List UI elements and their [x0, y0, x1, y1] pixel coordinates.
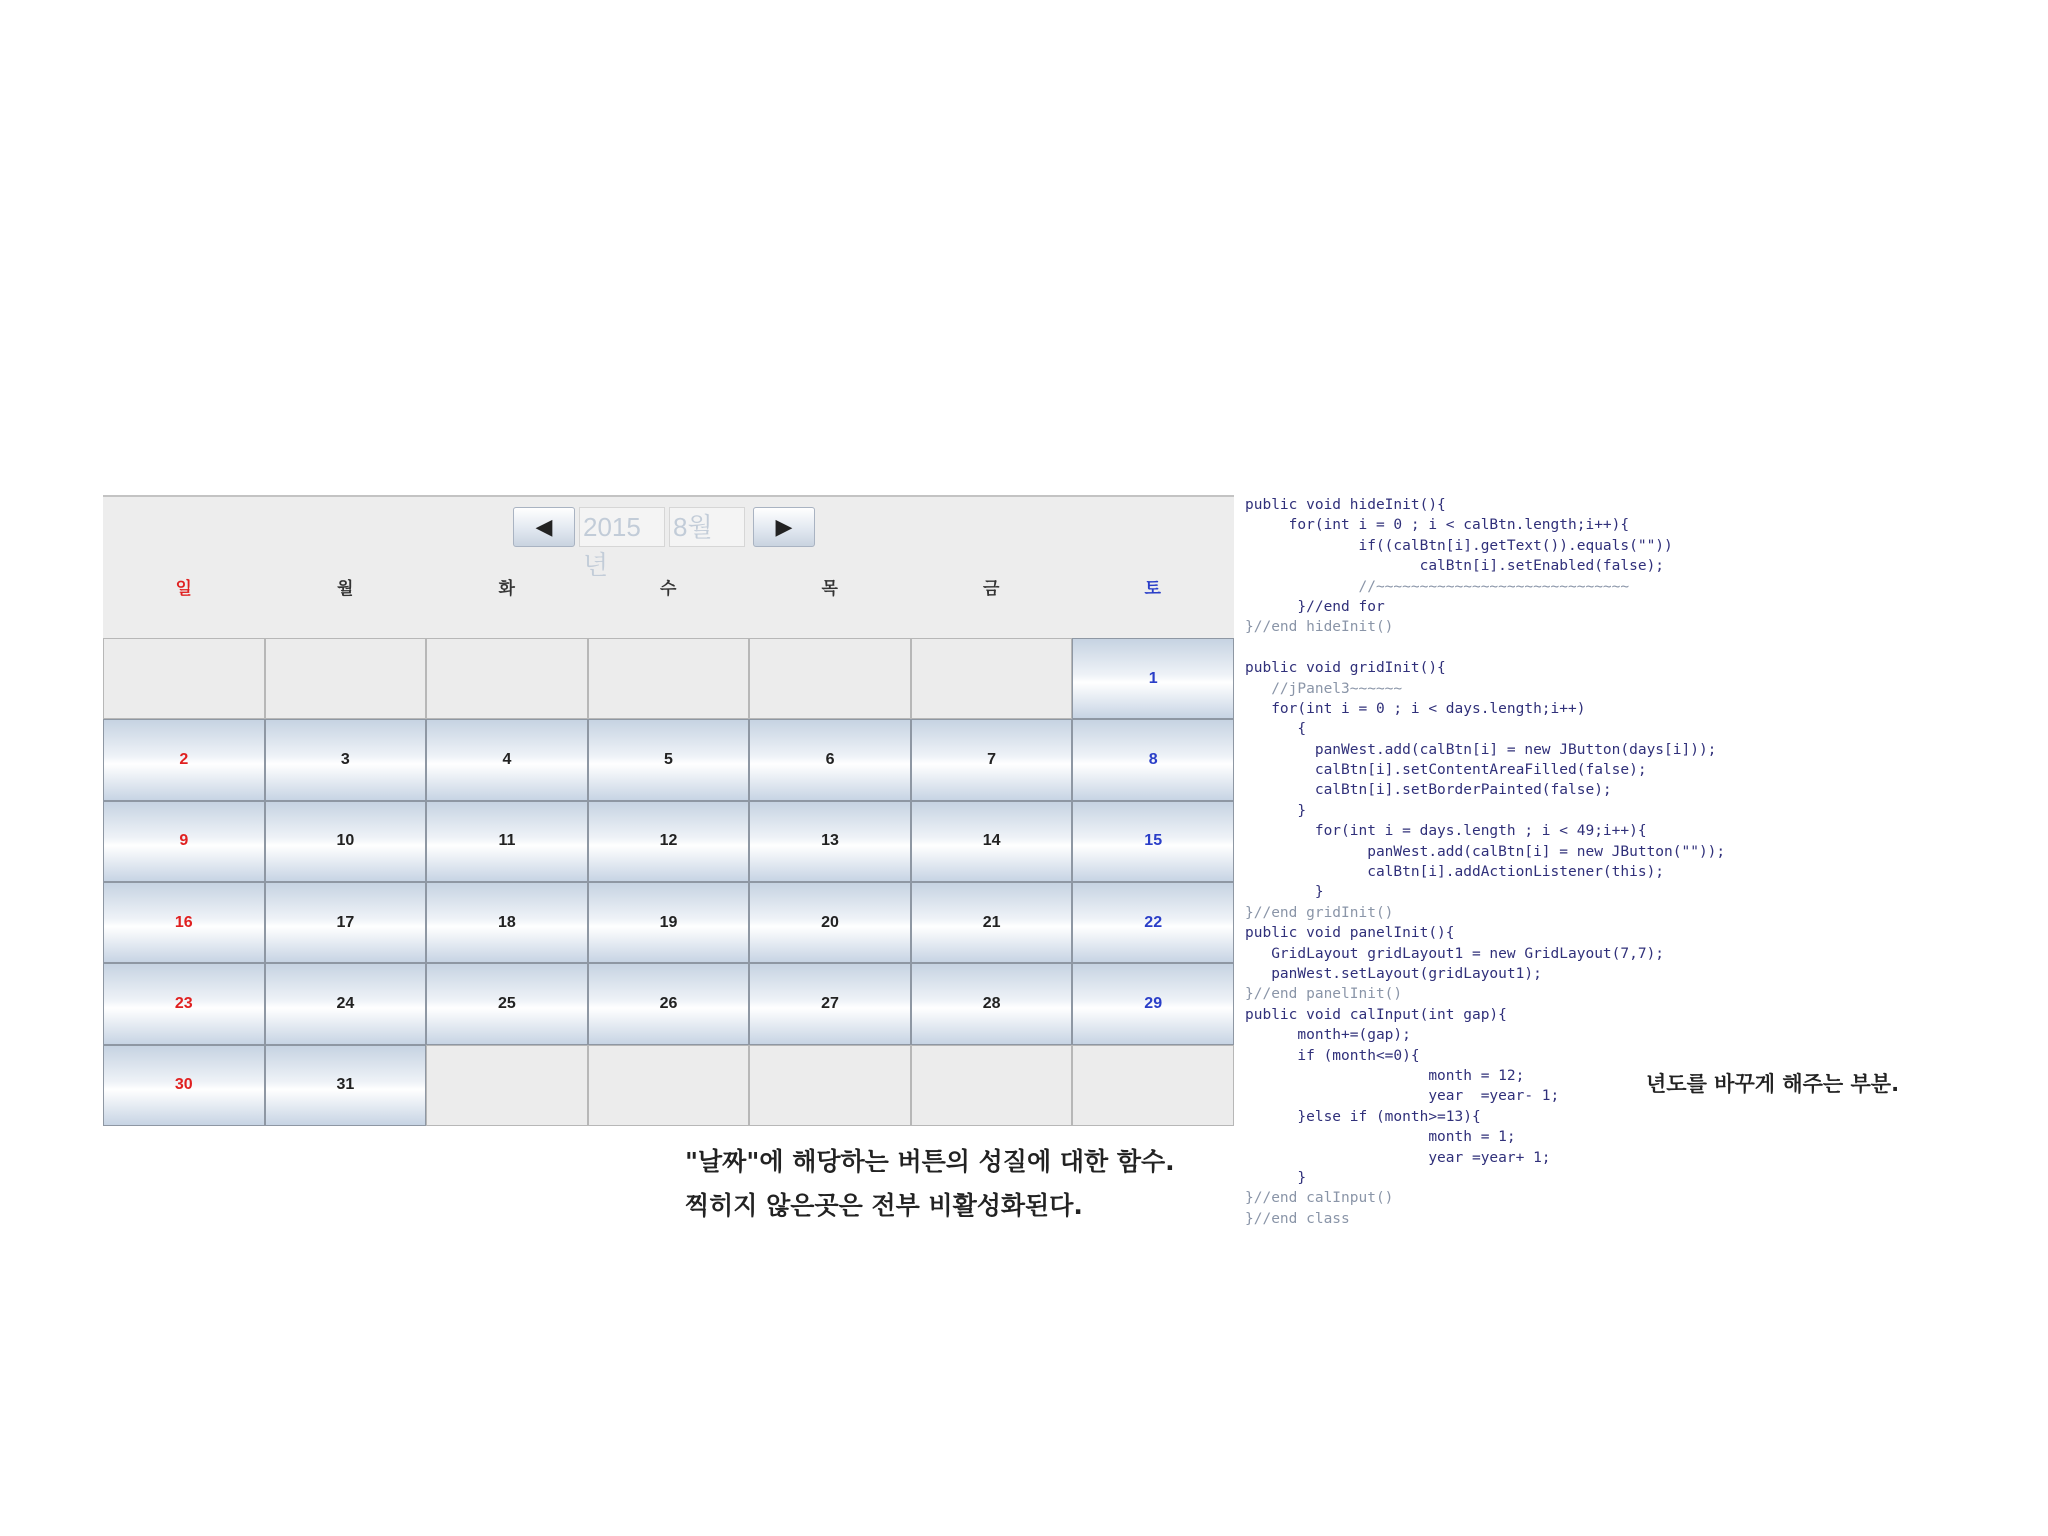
empty-day-cell: [911, 638, 1073, 719]
day-button[interactable]: 29: [1072, 963, 1234, 1044]
code-line: public void panelInit(){: [1245, 925, 1455, 942]
arrow-right-icon: ▶: [775, 514, 793, 540]
day-button[interactable]: 12: [588, 801, 750, 882]
code-line: }: [1245, 802, 1307, 819]
year-field[interactable]: 2015년: [579, 507, 665, 547]
day-button[interactable]: 27: [749, 963, 911, 1044]
month-field[interactable]: 8월: [669, 507, 745, 547]
weekday-label: 수: [660, 579, 677, 599]
code-line: }: [1245, 884, 1324, 901]
code-line: }//end class: [1245, 1210, 1350, 1227]
code-line: }//end panelInit(): [1245, 986, 1403, 1003]
empty-day-cell: [749, 638, 911, 719]
weekday-label: 화: [498, 579, 515, 599]
weekday-label: 월: [337, 579, 354, 599]
code-line: if (month<=0){: [1245, 1047, 1420, 1064]
next-month-button[interactable]: [753, 507, 815, 547]
day-button[interactable]: 4: [426, 719, 588, 800]
day-button[interactable]: 24: [265, 963, 427, 1044]
calendar-window: [103, 495, 1234, 1126]
code-line: //~~~~~~~~~~~~~~~~~~~~~~~~~~~~~: [1245, 578, 1630, 595]
day-button[interactable]: 25: [426, 963, 588, 1044]
code-line: GridLayout gridLayout1 = new GridLayout(7,7);: [1245, 945, 1665, 962]
code-line: calBtn[i].addActionListener(this);: [1245, 864, 1665, 881]
code-line: for(int i = days.length ; i < 49;i++){: [1245, 823, 1647, 840]
empty-day-cell: [426, 1045, 588, 1126]
code-line: panWest.add(calBtn[i] = new JButton(""));: [1245, 843, 1726, 860]
empty-day-cell: [588, 1045, 750, 1126]
code-line: calBtn[i].setEnabled(false);: [1245, 558, 1665, 575]
day-button[interactable]: 13: [749, 801, 911, 882]
caption-line-2: 찍히지 않은곳은 전부 비활성화된다.: [685, 1191, 1083, 1220]
day-button[interactable]: 3: [265, 719, 427, 800]
code-line: }//end for: [1245, 598, 1385, 615]
day-button[interactable]: 30: [103, 1045, 265, 1126]
caption-line-1: "날짜"에 해당하는 버튼의 성질에 대한 함수.: [685, 1147, 1175, 1176]
code-line: panWest.setLayout(gridLayout1);: [1245, 965, 1542, 982]
code-line: //jPanel3~~~~~~: [1245, 680, 1403, 697]
empty-day-cell: [1072, 1045, 1234, 1126]
code-line: for(int i = 0 ; i < days.length;i++): [1245, 700, 1586, 717]
empty-day-cell: [103, 638, 265, 719]
code-line: }//end gridInit(): [1245, 904, 1394, 921]
empty-day-cell: [265, 638, 427, 719]
day-grid: [103, 638, 1234, 1126]
code-line: [1245, 638, 1805, 658]
code-line: year =year+ 1;: [1245, 1149, 1551, 1166]
code-line: for(int i = 0 ; i < calBtn.length;i++){: [1245, 517, 1630, 534]
day-button[interactable]: 18: [426, 882, 588, 963]
day-button[interactable]: 17: [265, 882, 427, 963]
empty-day-cell: [749, 1045, 911, 1126]
code-line: public void calInput(int gap){: [1245, 1006, 1507, 1023]
day-button[interactable]: 14: [911, 801, 1073, 882]
code-line: }//end hideInit(): [1245, 619, 1394, 636]
day-button[interactable]: 15: [1072, 801, 1234, 882]
day-button[interactable]: 20: [749, 882, 911, 963]
code-line: }else if (month>=13){: [1245, 1108, 1481, 1125]
code-line: public void gridInit(){: [1245, 660, 1446, 677]
day-button[interactable]: 2: [103, 719, 265, 800]
arrow-left-icon: ◀: [535, 514, 553, 540]
empty-day-cell: [911, 1045, 1073, 1126]
day-button[interactable]: 6: [749, 719, 911, 800]
day-button[interactable]: 9: [103, 801, 265, 882]
day-button[interactable]: 8: [1072, 719, 1234, 800]
day-button[interactable]: 31: [265, 1045, 427, 1126]
weekday-label: 금: [983, 579, 1000, 599]
day-button[interactable]: 16: [103, 882, 265, 963]
day-button[interactable]: 26: [588, 963, 750, 1044]
code-line: calBtn[i].setBorderPainted(false);: [1245, 782, 1612, 799]
code-line: calBtn[i].setContentAreaFilled(false);: [1245, 762, 1647, 779]
day-button[interactable]: 19: [588, 882, 750, 963]
weekday-label: 토: [1144, 579, 1161, 599]
code-line: panWest.add(calBtn[i] = new JButton(days[i]));: [1245, 741, 1717, 758]
day-button[interactable]: 28: [911, 963, 1073, 1044]
weekday-label: 목: [821, 579, 838, 599]
day-button[interactable]: 11: [426, 801, 588, 882]
code-line: month = 12;: [1245, 1067, 1525, 1084]
code-line: month+=(gap);: [1245, 1027, 1411, 1044]
day-button[interactable]: 21: [911, 882, 1073, 963]
day-button[interactable]: 1: [1072, 638, 1234, 719]
day-button[interactable]: 22: [1072, 882, 1234, 963]
code-line: }//end calInput(): [1245, 1190, 1394, 1207]
empty-day-cell: [426, 638, 588, 719]
day-button[interactable]: 7: [911, 719, 1073, 800]
weekday-header: [103, 569, 1234, 609]
code-line: if((calBtn[i].getText()).equals("")): [1245, 537, 1673, 554]
code-listing: [1245, 495, 1805, 1229]
year-change-note: 년도를 바꾸게 해주는 부분.: [1646, 1072, 1900, 1096]
day-button[interactable]: 5: [588, 719, 750, 800]
code-line: month = 1;: [1245, 1129, 1516, 1146]
empty-day-cell: [588, 638, 750, 719]
day-button[interactable]: 23: [103, 963, 265, 1044]
code-line: year =year- 1;: [1245, 1088, 1560, 1105]
weekday-label: 일: [175, 579, 192, 599]
code-line: {: [1245, 721, 1307, 738]
month-navigation: [513, 507, 815, 580]
code-line: }: [1245, 1169, 1307, 1186]
code-line: public void hideInit(){: [1245, 497, 1446, 513]
day-button[interactable]: 10: [265, 801, 427, 882]
prev-month-button[interactable]: [513, 507, 575, 547]
